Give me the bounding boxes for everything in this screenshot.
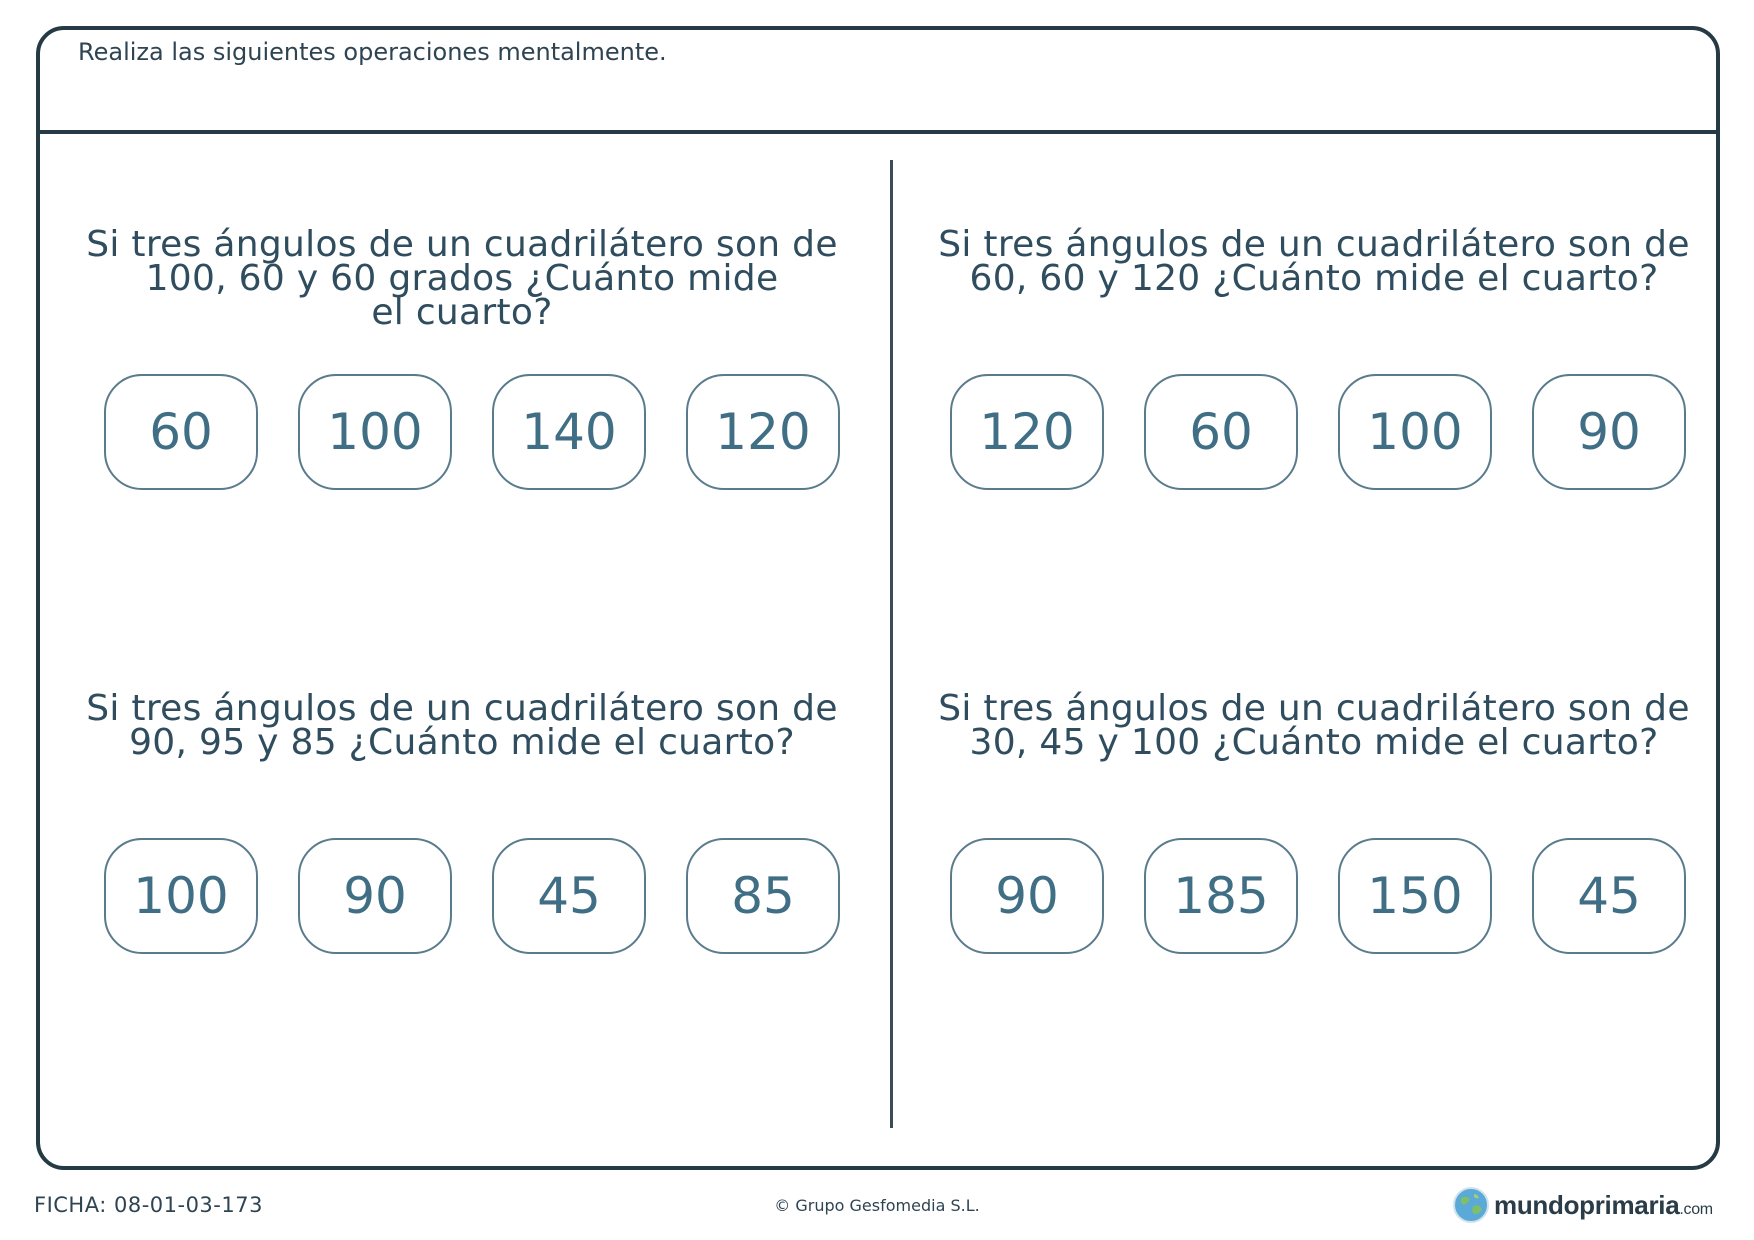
question-4: [924, 688, 1704, 763]
question-line: el cuarto?: [371, 292, 553, 333]
header-separator: [36, 130, 1720, 134]
answer-option[interactable]: 100: [298, 374, 452, 490]
options-question-3: [104, 838, 864, 954]
options-question-1: [104, 374, 864, 490]
answer-option[interactable]: 90: [298, 838, 452, 954]
answer-option[interactable]: 45: [492, 838, 646, 954]
answer-option[interactable]: 120: [950, 374, 1104, 490]
question-line: 90, 95 y 85 ¿Cuánto mide el cuarto?: [129, 722, 795, 763]
question-line: 60, 60 y 120 ¿Cuánto mide el cuarto?: [969, 258, 1659, 299]
options-question-4: [950, 838, 1710, 954]
question-line: 30, 45 y 100 ¿Cuánto mide el cuarto?: [969, 722, 1659, 763]
answer-option[interactable]: 45: [1532, 838, 1686, 954]
question-2: [924, 224, 1704, 299]
options-question-2: [950, 374, 1710, 490]
answer-option[interactable]: 140: [492, 374, 646, 490]
answer-option[interactable]: 60: [1144, 374, 1298, 490]
column-divider: [890, 160, 893, 1128]
question-text: [924, 688, 1704, 763]
globe-icon: [1452, 1186, 1490, 1224]
logo-text: [1494, 1190, 1713, 1221]
copyright-text: © Grupo Gesfomedia S.L.: [774, 1196, 980, 1215]
question-3: [72, 688, 852, 763]
question-text: [924, 224, 1704, 299]
answer-option[interactable]: 60: [104, 374, 258, 490]
question-line: Si tres ángulos de un cuadrilátero son de: [938, 224, 1690, 265]
answer-option[interactable]: 100: [1338, 374, 1492, 490]
question-line: Si tres ángulos de un cuadrilátero son de: [86, 688, 838, 729]
question-text: [72, 688, 852, 763]
instructions-text: Realiza las siguientes operaciones mentalmente.: [78, 38, 667, 66]
question-line: Si tres ángulos de un cuadrilátero son de: [938, 688, 1690, 729]
answer-option[interactable]: 150: [1338, 838, 1492, 954]
answer-option[interactable]: 90: [1532, 374, 1686, 490]
answer-option[interactable]: 85: [686, 838, 840, 954]
question-line: Si tres ángulos de un cuadrilátero son de: [86, 224, 838, 265]
answer-option[interactable]: 185: [1144, 838, 1298, 954]
question-line: 100, 60 y 60 grados ¿Cuánto mide: [145, 258, 779, 299]
answer-option[interactable]: 120: [686, 374, 840, 490]
worksheet-frame: [36, 26, 1720, 1170]
answer-option[interactable]: 100: [104, 838, 258, 954]
answer-option[interactable]: 90: [950, 838, 1104, 954]
logo-domain: .com: [1679, 1200, 1713, 1218]
question-text: [72, 224, 852, 333]
question-1: [72, 224, 852, 333]
site-logo[interactable]: [1452, 1186, 1713, 1224]
worksheet-code: FICHA: 08-01-03-173: [34, 1193, 263, 1217]
logo-name: mundoprimaria: [1494, 1189, 1680, 1220]
